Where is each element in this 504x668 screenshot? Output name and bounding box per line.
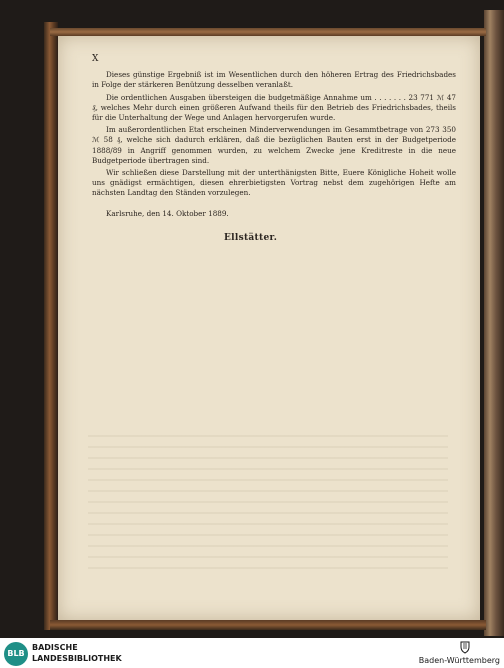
blb-logo-icon[interactable]: BLB — [4, 642, 28, 666]
book-binding-right — [484, 10, 504, 636]
library-name[interactable] — [32, 642, 172, 664]
paragraph-result: Dieses günstige Ergebniß ist im Wesentlichen durch den höheren Ertrag des Friedrichsbades in Folge der stärkeren Benützung desselben veranlaßt. — [92, 70, 456, 90]
place-date: Karlsruhe, den 14. Oktober 1889. — [106, 208, 229, 218]
paragraph-extraordinary-budget: Im außerordentlichen Etat erscheinen Minderverwendungen im Gesammtbetrage von 273 350 ℳ 58 ₰, welche sich dadurch erklären, daß die bezüglichen Bauten erst in der Budgetperiode 1888/89 in Angriff genommen wurden, zu welchem Zwecke jene Kreditreste in die neue Budgetperiode übertragen sind. — [92, 125, 456, 165]
state-name[interactable]: Baden-Württemberg — [418, 656, 500, 665]
library-name-line2: LANDESBIBLIOTHEK — [32, 654, 122, 663]
signature: Ellstätter. — [224, 232, 278, 243]
book-binding-bottom — [50, 620, 486, 630]
coat-of-arms-icon — [458, 640, 472, 654]
page-content — [92, 54, 456, 243]
show-through-ghost-text — [88, 426, 448, 576]
book-binding-top — [50, 28, 486, 36]
paragraph-closing-request: Wir schließen diese Darstellung mit der unterthänigsten Bitte, Euere Königliche Hoheit wolle uns gnädigst ermächtigen, diesen ehrerbietigsten Vortrag nebst dem zugehörigen Hefte am nächsten Landtag den Ständen vorzulegen. — [92, 168, 456, 198]
library-footer — [0, 638, 504, 668]
paragraph-ordinary-expenses: Die ordentlichen Ausgaben übersteigen die budgetmäßige Annahme um . . . . . . . 23 771 ℳ 47 ₰, welches Mehr durch einen größeren Aufwand theils für den Betrieb des Friedrichsbades, theils für die Unterhaltung der Wege und Anlagen hervorgerufen wurde. — [92, 92, 456, 123]
library-name-line1: BADISCHE — [32, 643, 78, 652]
document-page — [58, 36, 480, 620]
page-number: X — [92, 54, 99, 64]
book-binding-left — [44, 22, 58, 630]
